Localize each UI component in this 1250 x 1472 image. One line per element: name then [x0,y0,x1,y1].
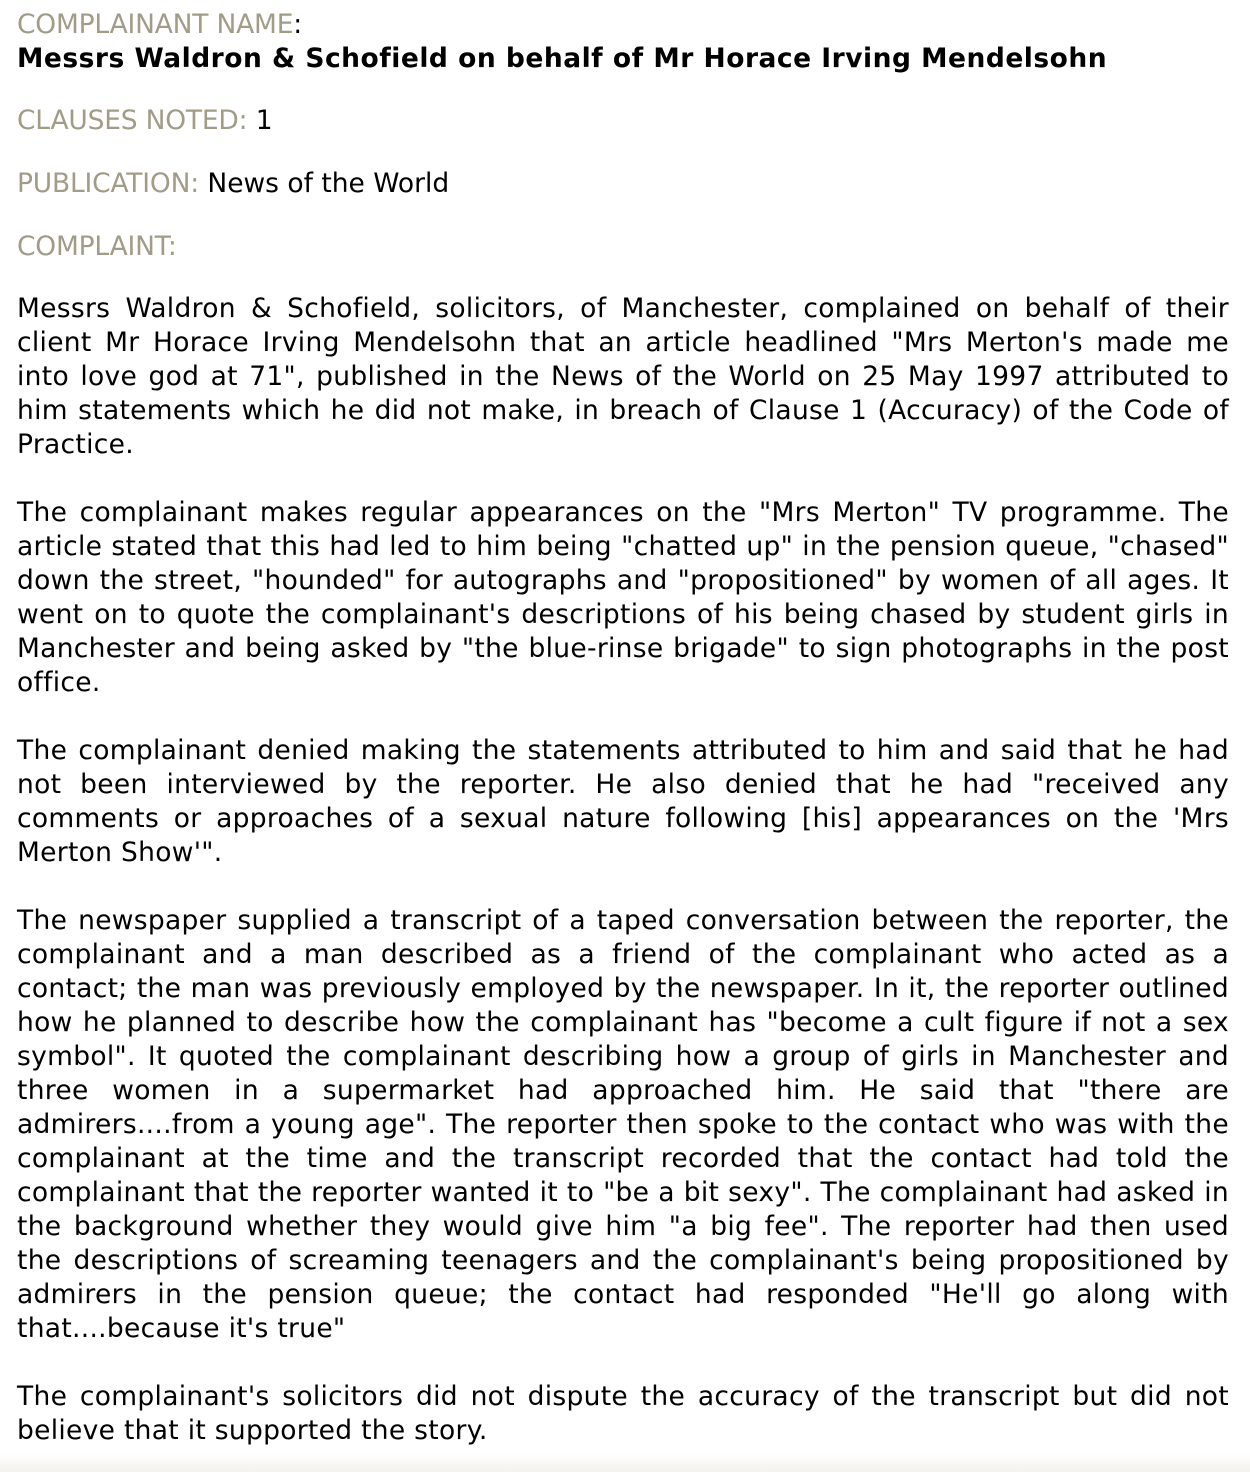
page-bottom-fade [0,1454,1250,1472]
complaint-label: COMPLAINT: [17,231,177,262]
complaint-field [17,230,1229,264]
adjudication-document [17,8,1229,1448]
publication-field [17,167,1229,201]
body-paragraph: Messrs Waldron & Schofield, solicitors, of Manchester, complained on behalf of their client Mr Horace Irving Mendelsohn that an article headlined "Mrs Merton's made me into love god at 71", published in the News of the World on 25 May 1997 attributed to him statements which he did not make, in breach of Clause 1 (Accuracy) of the Code of Practice. [17,293,1229,460]
complainant-name: Messrs Waldron & Schofield on behalf of Mr Horace Irving Mendelsohn [17,43,1108,74]
body-paragraph: The complainant's solicitors did not dispute the accuracy of the transcript but did not believe that it supported the story. [17,1381,1229,1446]
complainant-field [17,8,1229,77]
publication-value: News of the World [207,168,450,199]
body-paragraph: The complainant makes regular appearances on the "Mrs Merton" TV programme. The article stated that this had led to him being "chatted up" in the pension queue, "chased" down the street, "hounded" for autographs and "propositioned" by women of all ages. It went on to quote the complainant's descriptions of his being chased by student girls in Manchester and being asked by "the blue-rinse brigade" to sign photographs in the post office. [17,497,1229,698]
clauses-field [17,104,1229,138]
body-paragraph: The complainant denied making the statements attributed to him and said that he had not been interviewed by the reporter. He also denied that he had "received any comments or approaches of a sexual nature following [his] appearances on the 'Mrs Merton Show'". [17,735,1229,868]
clauses-value: 1 [255,105,273,136]
publication-label: PUBLICATION: [17,168,199,199]
complainant-colon: : [293,9,303,40]
clauses-label: CLAUSES NOTED: [17,105,248,136]
complaint-body [17,292,1229,1448]
complainant-label: COMPLAINANT NAME [17,9,294,40]
body-paragraph: The newspaper supplied a transcript of a taped conversation between the reporter, the complainant and a man described as a friend of the complainant who acted as a contact; the man was previously employed by the newspaper. In it, the reporter outlined how he planned to describe how the complainant has "become a cult figure if not a sex symbol". It quoted the complainant describing how a group of girls in Manchester and three women in a supermarket had approached him. He said that "there are admirers....from a young age". The reporter then spoke to the contact who was with the complainant at the time and the transcript recorded that the contact had told the complainant that the reporter wanted it to "be a bit sexy". The complainant had asked in the background whether they would give him "a big fee". The reporter had then used the descriptions of screaming teenagers and the complainant's being propositioned by admirers in the pension queue; the contact had responded "He'll go along with that....because it's true" [17,905,1229,1344]
